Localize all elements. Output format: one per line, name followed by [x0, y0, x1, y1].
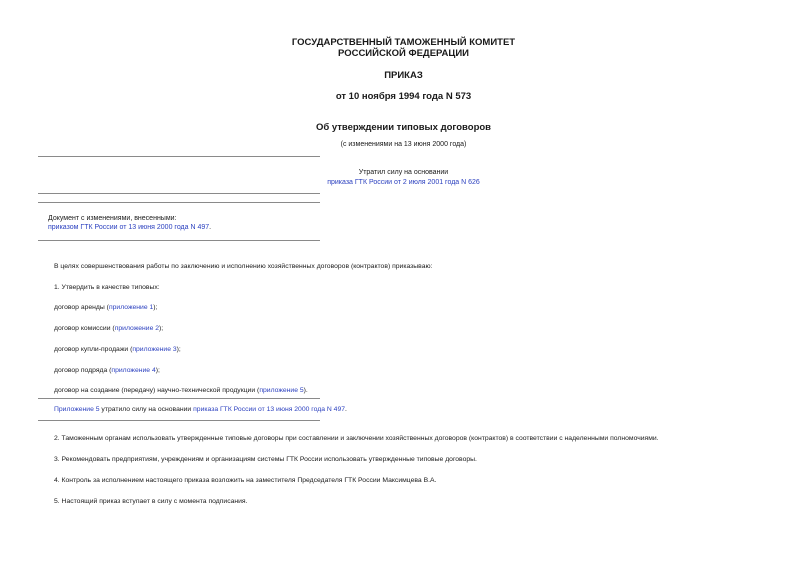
- org-name-line1: ГОСУДАРСТВЕННЫЙ ТАМОЖЕННЫЙ КОМИТЕТ: [291, 37, 516, 48]
- expired-text: Утратил силу на основании: [358, 169, 449, 176]
- changes-link[interactable]: приказом ГТК России от 13 июня 2000 года N 497: [48, 224, 210, 231]
- contract-item: договор на создание (передачу) научно-технической продукции (приложение 5).: [54, 387, 308, 394]
- item-2: 2. Таможенным органам использовать утвержденные типовые договоры при составлении и заключении хозяйственных договоров (контрактов) в соответствии с наделенными полномочиями.: [54, 435, 659, 442]
- contract-item: договор комиссии (приложение 2);: [54, 325, 164, 332]
- doc-type: ПРИКАЗ: [384, 70, 423, 81]
- appendix-note: Приложение 5 утратило силу на основании приказа ГТК России от 13 июня 2000 года N 497.: [54, 406, 347, 413]
- appendix-2-link[interactable]: приложение 2: [114, 325, 160, 332]
- appendix-5-link[interactable]: приложение 5: [259, 387, 304, 394]
- divider: [38, 202, 320, 203]
- contract-item: договор подряда (приложение 4);: [54, 367, 160, 374]
- amended-note: (с изменениями на 13 июня 2000 года): [340, 141, 467, 148]
- appendix-3-link[interactable]: приложение 3: [132, 346, 177, 353]
- divider: [38, 420, 320, 421]
- divider: [38, 240, 320, 241]
- changes-line: приказом ГТК России от 13 июня 2000 года N 497.: [48, 224, 212, 231]
- appendix-5-note-link[interactable]: Приложение 5: [54, 406, 100, 413]
- item-1: 1. Утвердить в качестве типовых:: [54, 284, 160, 291]
- page-title: Об утверждении типовых договоров: [315, 122, 492, 133]
- date-number: от 10 ноября 1994 года N 573: [335, 91, 472, 102]
- divider: [38, 156, 320, 157]
- order-497-link[interactable]: приказа ГТК России от 13 июня 2000 года N 497: [193, 406, 346, 413]
- org-name-line2: РОССИЙСКОЙ ФЕДЕРАЦИИ: [337, 48, 469, 59]
- item-4: 4. Контроль за исполнением настоящего приказа возложить на заместителя Председателя ГТК России Максимцева В.А.: [54, 477, 437, 484]
- divider: [38, 398, 320, 399]
- item-3: 3. Рекомендовать предприятиям, учреждениям и организациям системы ГТК России использовать утвержденные типовые договоры.: [54, 456, 477, 463]
- expired-link[interactable]: приказа ГТК России от 2 июля 2001 года N 626: [327, 179, 480, 186]
- appendix-4-link[interactable]: приложение 4: [111, 367, 156, 374]
- appendix-1-link[interactable]: приложение 1: [108, 304, 154, 311]
- contract-item: договор аренды (приложение 1);: [54, 304, 158, 311]
- contract-item: договор купли-продажи (приложение 3);: [54, 346, 181, 353]
- divider: [38, 193, 320, 194]
- item-5: 5. Настоящий приказ вступает в силу с момента подписания.: [54, 498, 248, 505]
- intro-paragraph: В целях совершенствования работы по заключению и исполнению хозяйственных договоров (контрактов) приказываю:: [54, 263, 433, 270]
- changes-text: Документ с изменениями, внесенными:: [48, 215, 177, 222]
